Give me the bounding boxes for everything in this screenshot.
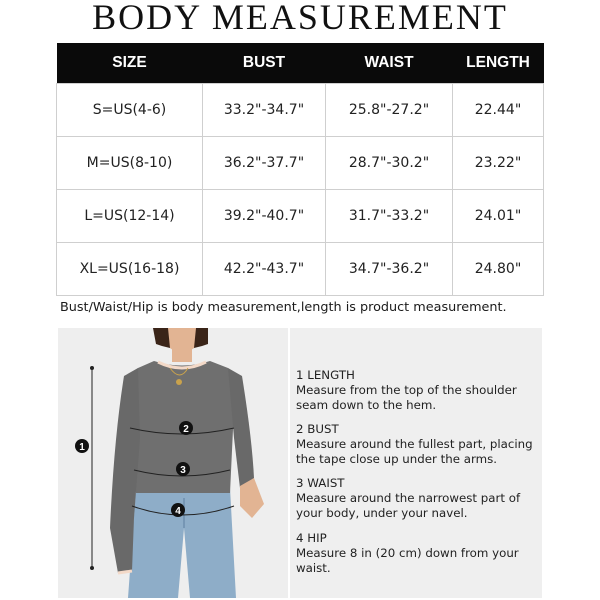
marker-2-label: 2 <box>183 424 189 435</box>
measurement-note: Bust/Waist/Hip is body measurement,length is product measurement. <box>60 300 507 315</box>
instruction-heading: 2 BUST <box>296 422 339 436</box>
table-cell: 31.7"-33.2" <box>326 190 453 243</box>
marker-1-label: 1 <box>79 442 85 453</box>
table-cell: 24.80" <box>453 243 544 296</box>
instruction-bust <box>296 422 536 467</box>
column-header: BUST <box>203 43 326 84</box>
marker-4-label: 4 <box>175 506 181 517</box>
marker-3-label: 3 <box>180 465 186 476</box>
column-header: SIZE <box>57 43 203 84</box>
instruction-hip <box>296 531 536 576</box>
model-illustration <box>58 328 288 598</box>
table-cell: 24.01" <box>453 190 544 243</box>
table-cell: 25.8"-27.2" <box>326 84 453 137</box>
table-cell: M=US(8-10) <box>57 137 203 190</box>
table-cell: 28.7"-30.2" <box>326 137 453 190</box>
table-row <box>57 190 544 243</box>
instruction-heading: 3 WAIST <box>296 476 345 490</box>
table-row <box>57 137 544 190</box>
instruction-text: Measure from the top of the shoulder seam down to the hem. <box>296 383 517 412</box>
instruction-heading: 1 LENGTH <box>296 368 355 382</box>
table-cell: 33.2"-34.7" <box>203 84 326 137</box>
table-cell: L=US(12-14) <box>57 190 203 243</box>
instruction-text: Measure around the narrowest part of your body, under your navel. <box>296 491 521 520</box>
table-row <box>57 243 544 296</box>
column-header: LENGTH <box>453 43 544 84</box>
measurement-instructions-panel <box>290 328 542 598</box>
table-row <box>57 84 544 137</box>
table-cell: 23.22" <box>453 137 544 190</box>
table-cell: 39.2"-40.7" <box>203 190 326 243</box>
instruction-waist <box>296 476 536 521</box>
table-cell: 34.7"-36.2" <box>326 243 453 296</box>
table-header-row <box>57 43 544 84</box>
column-header: WAIST <box>326 43 453 84</box>
table-cell: 22.44" <box>453 84 544 137</box>
instruction-heading: 4 HIP <box>296 531 327 545</box>
table-cell: S=US(4-6) <box>57 84 203 137</box>
table-cell: XL=US(16-18) <box>57 243 203 296</box>
pendant-shape <box>176 379 182 385</box>
instruction-length <box>296 368 536 413</box>
neck-shape <box>172 346 192 362</box>
table-cell: 42.2"-43.7" <box>203 243 326 296</box>
table-cell: 36.2"-37.7" <box>203 137 326 190</box>
page-title: BODY MEASUREMENT <box>92 0 508 37</box>
instruction-text: Measure around the fullest part, placing the tape close up under the arms. <box>296 437 533 466</box>
size-chart-table <box>56 43 544 296</box>
instruction-text: Measure 8 in (20 cm) down from your waist. <box>296 546 519 575</box>
